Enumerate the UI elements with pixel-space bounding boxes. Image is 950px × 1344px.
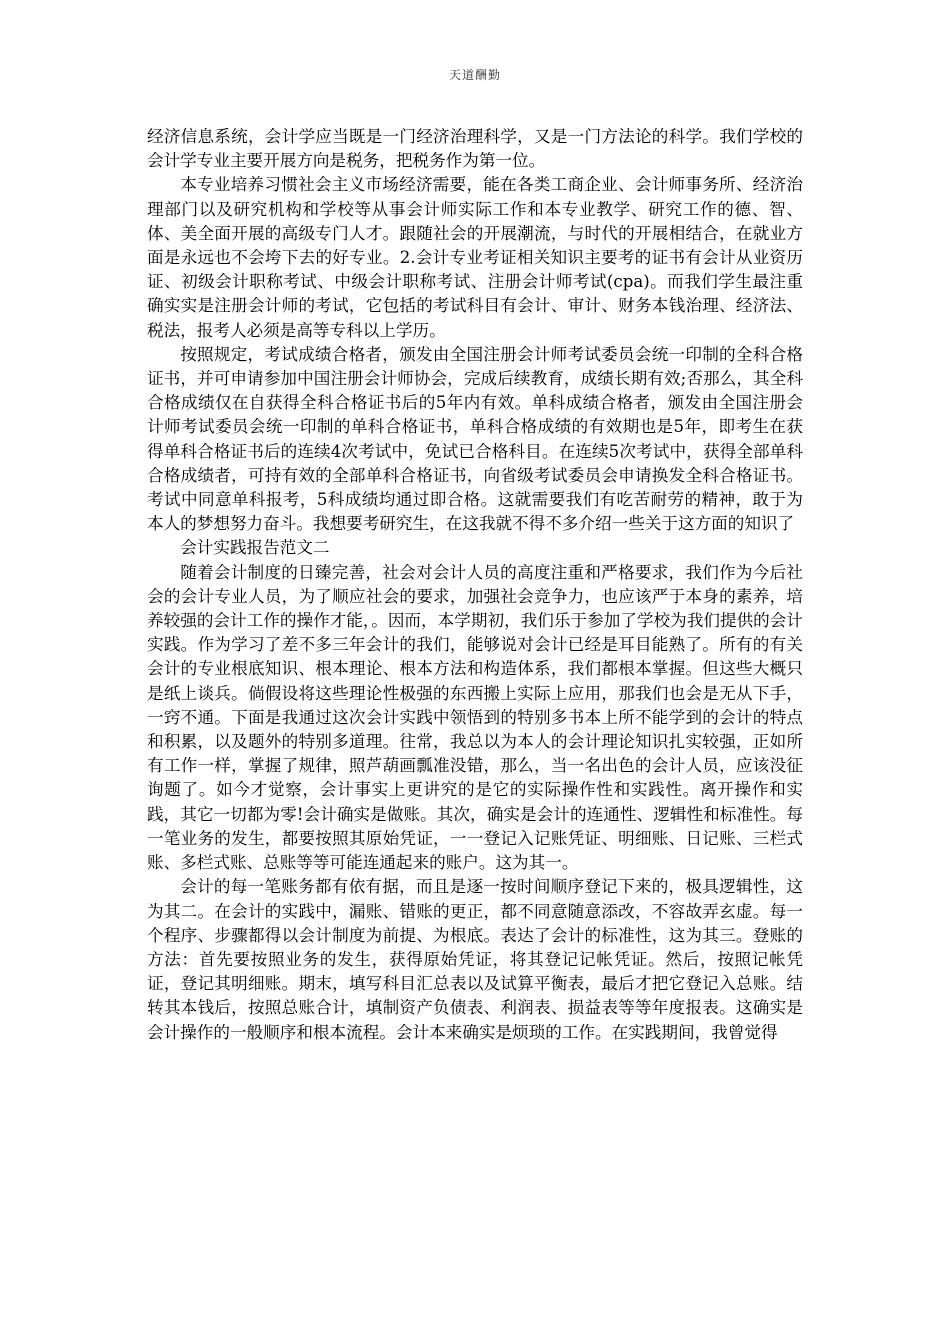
section-heading: 会计实践报告范文二 (180, 538, 330, 558)
paragraph-1: 经济信息系统，会计学应当既是一门经济治理科学，又是一门方法论的科学。我们学校的会计学专业主要开展方向是税务，把税务作为第一位。 (147, 127, 803, 171)
document-body (147, 125, 803, 1045)
paragraph-4: 随着会计制度的日臻完善，社会对会计人员的高度注重和严格要求，我们作为今后社会的会计专业人员，为了顺应社会的要求，加强社会竞争力，也应该严于本身的素养，培养较强的会计工作的操作才能，。因而，本学期初，我们乐于参加了学校为我们提供的会计实践。作为学习了差不多三年会计的我们，能够说对会计已经是耳目能熟了。所有的有关会计的专业根底知识、根本理论、根本方法和构造体系，我们都根本掌握。但这些大概只是纸上谈兵。倘假设将这些理论性极强的东西搬上实际上应用，那我们也会是无从下手，一窍不通。下面是我通过这次会计实践中领悟到的特别多书本上所不能学到的会计的特点和积累，以及题外的特别多道理。往常，我总以为本人的会计理论知识扎实较强，正如所有工作一样，掌握了规律，照芦葫画瓢准没错，那么，当一名出色的会计人员，应该没征询题了。如今才觉察，会计事实上更讲究的是它的实际操作性和实践性。离开操作和实践，其它一切都为零!会计确实是做账。其次，确实是会计的连通性、逻辑性和标准性。每一笔业务的发生，都要按照其原始凭证，一一登记入记账凭证、明细账、日记账、三栏式账、多栏式账、总账等等可能连通起来的账户。这为其一。 (147, 562, 803, 873)
paragraph-5: 会计的每一笔账务都有依有据，而且是逐一按时间顺序登记下来的，极具逻辑性，这为其二。在会计的实践中，漏账、错账的更正，都不同意随意添改，不容故弄玄虚。每一个程序、步骤都得以会计制度为前提、为根底。表达了会计的标准性，这为其三。登账的方法：首先要按照业务的发生，获得原始凭证，将其登记记帐凭证。然后，按照记帐凭证，登记其明细账。期末，填写科目汇总表以及试算平衡表，最后才把它登记入总账。结转其本钱后，按照总账合计，填制资产负债表、利润表、损益表等等年度报表。这确实是会计操作的一般顺序和根本流程。会计本来确实是烦琐的工作。在实践期间，我曾觉得 (147, 877, 803, 1042)
page-header: 天道酬勤 (448, 68, 501, 82)
paragraph-3: 按照规定，考试成绩合格者，颁发由全国注册会计师考试委员会统一印制的全科合格证书，并可申请参加中国注册会计师协会，完成后续教育，成绩长期有效;否那么，其全科合格成绩仅在自获得全科合格证书后的5年内有效。单科成绩合格者，颁发由全国注册会计师考试委员会统一印制的单科合格证书，单科合格成绩的有效期也是5年，即考生在获得单科合格证书后的连续4次考试中，免试已合格科目。在连续5次考试中，获得全部单科合格成绩者，可持有效的全部单科合格证书，向省级考试委员会申请换发全科合格证书。考试中同意单科报考，5科成绩均通过即合格。这就需要我们有吃苦耐劳的精神，敢于为本人的梦想努力奋斗。我想要考研究生，在这我就不得不多介绍一些关于这方面的知识了 (147, 344, 803, 534)
paragraph-2: 本专业培养习惯社会主义市场经济需要，能在各类工商企业、会计师事务所、经济治理部门以及研究机构和学校等从事会计师实际工作和本专业教学、研究工作的德、智、体、美全面开展的高级专门人才。跟随社会的开展潮流，与时代的开展相结合，在就业方面是永远也不会垮下去的好专业。2.会计专业考证相关知识主要考的证书有会计从业资历证、初级会计职称考试、中级会计职称考试、注册会计师考试(cpa)。而我们学生最注重确实实是注册会计师的考试，它包括的考试科目有会计、审计、财务本钱治理、经济法、税法，报考人必须是高等专科以上学历。 (147, 175, 803, 340)
